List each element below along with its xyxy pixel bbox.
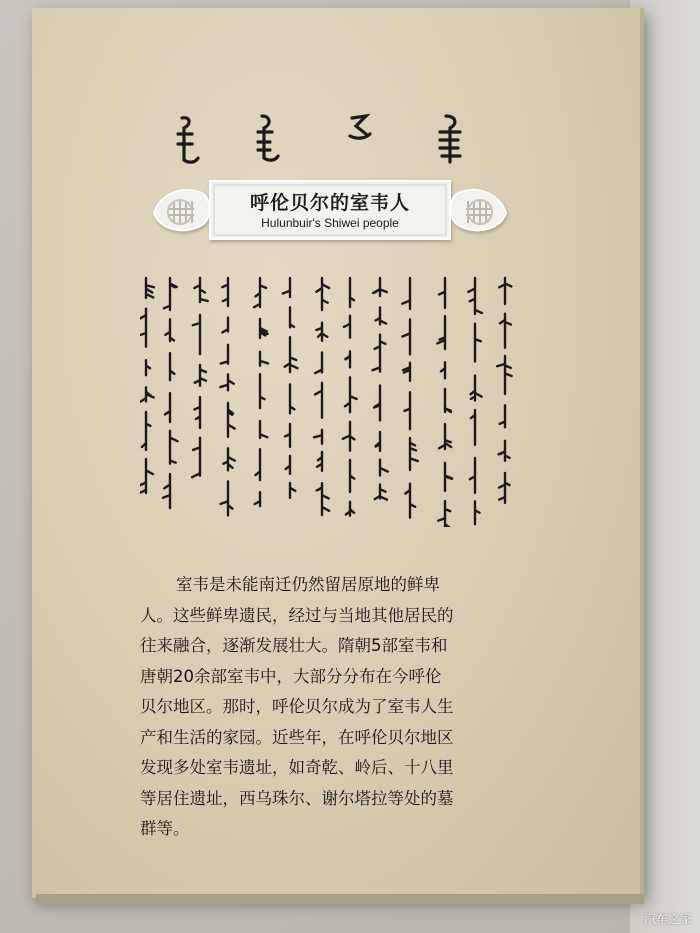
body-line: 群等。 — [140, 819, 190, 838]
mongolian-word — [373, 335, 386, 372]
mongolian-word — [497, 356, 512, 394]
mongolian-column — [192, 278, 208, 477]
mongolian-column — [220, 278, 235, 515]
mongolian-word — [346, 502, 354, 516]
mongolian-word — [170, 353, 174, 380]
mongolian-word — [260, 421, 267, 438]
mongolian-word — [475, 501, 480, 524]
mongolian-word — [375, 485, 387, 500]
mongolian-word — [468, 278, 482, 314]
mongolian-word — [314, 430, 322, 444]
mongolian-word — [260, 374, 264, 408]
mongolian-word — [405, 484, 415, 518]
mongolian-word — [439, 278, 445, 308]
panel-title-chinese: 呼伦贝尔的室韦人 — [249, 192, 410, 214]
mongolian-word — [316, 323, 327, 341]
mongolian-word — [374, 386, 380, 421]
mongolian-column — [163, 278, 177, 508]
mongolian-word — [254, 278, 266, 307]
mongolian-word — [380, 460, 388, 476]
mongolian-script-block — [140, 272, 520, 527]
mongolian-column — [373, 278, 388, 500]
mongolian-column — [468, 278, 482, 524]
body-line: 发现多处室韦遗址，如奇乾、岭后、十八里 — [140, 758, 454, 777]
mongolian-word — [317, 452, 322, 471]
mongolian-word — [163, 474, 170, 508]
mongolian-word — [315, 383, 322, 418]
mongolian-word — [499, 473, 510, 503]
mongolian-word — [192, 438, 200, 477]
mongolian-column — [314, 278, 329, 515]
mongolian-word — [499, 278, 511, 304]
body-line: 人。这些鲜卑遗民，经过与当地其他居民的 — [140, 605, 454, 625]
mongolian-word — [475, 324, 481, 362]
mongolian-word — [222, 318, 228, 333]
mongolian-word — [195, 397, 200, 428]
body-text — [140, 570, 535, 845]
mongolian-word — [376, 307, 386, 324]
mongolian-word — [470, 376, 481, 401]
mongolian-word — [373, 278, 387, 296]
mongolian-word — [350, 460, 354, 492]
panel-bottom-edge — [36, 894, 644, 904]
mongolian-word — [260, 319, 268, 338]
mongolian-word — [195, 365, 206, 386]
mongolian-word — [290, 384, 294, 413]
mongolian-word — [283, 278, 290, 297]
mongolian-word — [142, 412, 151, 450]
mongolian-column — [343, 278, 357, 516]
mongolian-word — [228, 403, 235, 437]
mongolian-column — [283, 278, 298, 498]
body-line: 室韦是未能南迁仍然留居原地的鲜卑 — [176, 575, 440, 594]
mongolian-column — [254, 278, 268, 506]
body-line: 等居住遗址，西乌珠尔、谢尔塔拉等处的墓 — [140, 788, 454, 808]
mongolian-word — [410, 438, 418, 470]
mongolian-word — [376, 432, 380, 451]
mongolian-word — [221, 345, 228, 364]
mongolian-word — [286, 456, 290, 474]
mongolian-word — [344, 316, 350, 338]
mongolian-word — [350, 278, 354, 307]
mongolian-word — [500, 405, 505, 427]
mongolian-word — [165, 319, 174, 341]
mongolian-column — [402, 278, 417, 518]
mongolian-word — [403, 363, 410, 381]
mongolian-word — [285, 424, 290, 447]
mongolian-word — [170, 431, 177, 464]
body-line: 产和生活的家园。近些年，在呼伦贝尔地区 — [140, 727, 454, 747]
mongolian-word — [445, 463, 452, 491]
mongolian-word — [471, 410, 475, 445]
mongolian-word — [343, 422, 355, 451]
mongolian-word — [470, 458, 475, 493]
mongolian-column — [437, 278, 452, 527]
mongolian-word — [345, 377, 357, 412]
mongolian-word — [194, 278, 207, 302]
mongolian-word — [223, 448, 234, 470]
mongolian-word — [315, 352, 322, 373]
mongolian-word — [402, 278, 410, 309]
mongolian-word — [500, 314, 511, 348]
mongolian-word — [164, 278, 177, 310]
panel-title-english: Hulunbuir's Shiwei people — [261, 216, 399, 230]
body-line: 往来融合，逐渐发展壮大。隋朝5部室韦和 — [140, 636, 448, 655]
mongolian-word — [165, 393, 170, 422]
mongolian-title-script — [170, 110, 480, 170]
mongolian-word — [140, 309, 146, 347]
mongolian-word — [255, 492, 260, 506]
mongolian-word — [402, 319, 410, 354]
mongolian-word — [437, 316, 445, 349]
body-line: 唐朝20余部室韦中，大部分分布在今呼伦 — [140, 666, 442, 686]
mongolian-word — [290, 483, 295, 498]
mongolian-word — [438, 501, 450, 527]
mongolian-word — [222, 278, 228, 306]
mongolian-word — [316, 278, 329, 310]
mongolian-word — [404, 392, 410, 429]
mongolian-word — [140, 459, 153, 493]
watermark: 汽车之家 — [643, 912, 692, 926]
mongolian-word — [345, 351, 350, 367]
mongolian-word — [439, 424, 451, 449]
mongolian-word — [260, 352, 268, 366]
mongolian-word — [221, 481, 233, 515]
mongolian-word — [317, 483, 329, 515]
mongolian-word — [255, 449, 260, 480]
mongolian-word — [220, 374, 233, 390]
body-line: 贝尔地区。那时，呼伦贝尔成为了室韦人生 — [140, 697, 454, 716]
mongolian-word — [285, 337, 298, 372]
mongolian-word — [445, 389, 451, 412]
mongolian-word — [499, 441, 510, 461]
mongolian-column — [497, 278, 512, 503]
mongolian-word — [193, 315, 200, 354]
mongolian-column — [140, 278, 154, 493]
mongolian-word — [441, 362, 445, 378]
mongolian-word — [140, 387, 154, 402]
mongolian-word — [146, 278, 154, 298]
mongolian-word — [146, 360, 150, 375]
mongolian-word — [290, 307, 294, 327]
